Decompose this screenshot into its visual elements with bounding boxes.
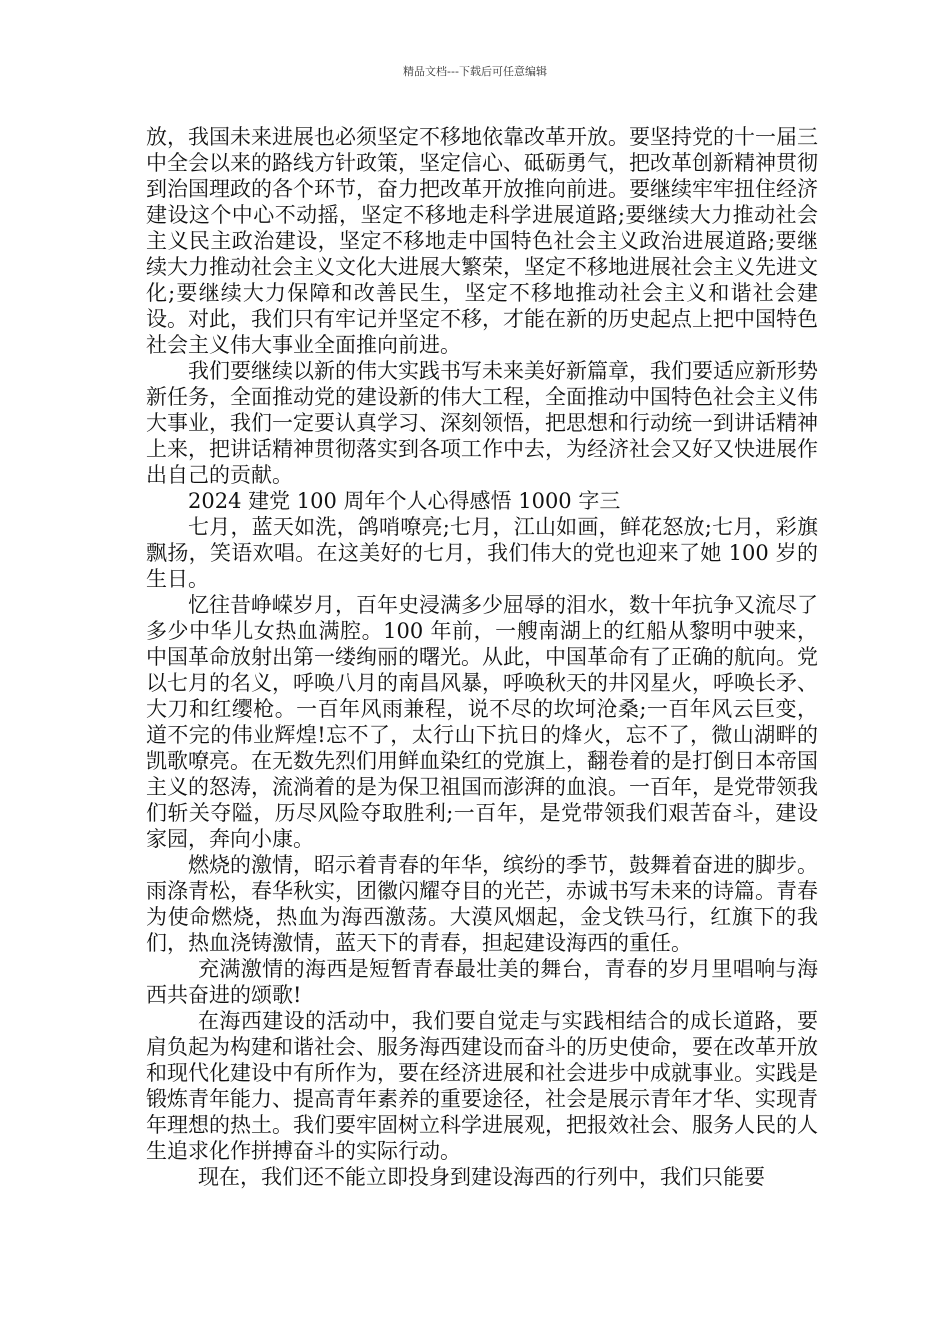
paragraph: 现在，我们还不能立即投身到建设海西的行列中，我们只能要 — [198, 1165, 765, 1189]
section-heading: 2024 建党 100 周年个人心得感悟 1000 字三 — [188, 489, 621, 513]
paragraph: 七月，蓝天如洗，鸽哨嘹亮;七月，江山如画，鲜花怒放;七月，彩旗飘扬，笑语欢唱。在这美好的七月，我们伟大的党也迎来了她 100 岁的生日。 — [146, 515, 818, 591]
paragraph: 在海西建设的活动中，我们要自觉走与实践相结合的成长道路，要肩负起为构建和谐社会、服务海西建设而奋斗的历史使命，要在改革开放和现代化建设中有所作为，要在经济进展和社会进步中成就事业。实践是锻炼青年能力、提高青年素养的重要途径，社会是展示青年才华、实现青年理想的热土。我们要牢固树立科学进展观，把报效社会、服务人民的人生追求化作拼搏奋斗的实际行动。 — [146, 1009, 818, 1163]
document-body — [146, 124, 818, 1190]
paragraph: 放，我国未来进展也必须坚定不移地依靠改革开放。要坚持党的十一届三中全会以来的路线方针政策，坚定信心、砥砺勇气，把改革创新精神贯彻到治国理政的各个环节，奋力把改革开放推向前进。要继续牢牢扭住经济建设这个中心不动摇，坚定不移地走科学进展道路;要继续大力推动社会主义民主政治建设，坚定不移地走中国特色社会主义政治进展道路;要继续大力推动社会主义文化大进展大繁荣，坚定不移地进展社会主义先进文化;要继续大力保障和改善民生，坚定不移地推动社会主义和谐社会建设。对此，我们只有牢记并坚定不移，才能在新的历史起点上把中国特色社会主义伟大事业全面推向前进。 — [146, 125, 818, 357]
paragraph: 充满激情的海西是短暂青春最壮美的舞台，青春的岁月里唱响与海西共奋进的颂歌! — [146, 957, 818, 1007]
paragraph: 忆往昔峥嵘岁月，百年史浸满多少屈辱的泪水，数十年抗争又流尽了多少中华儿女热血满腔。100 年前，一艘南湖上的红船从黎明中驶来，中国革命放射出第一缕绚丽的曙光。从此，中国革命有了正确的航向。党以七月的名义，呼唤八月的南昌风暴，呼唤秋天的井冈星火，呼唤长矛、大刀和红缨枪。一百年风雨兼程，说不尽的坎坷沧桑;一百年风云巨变，道不完的伟业辉煌!忘不了，太行山下抗日的烽火，忘不了，微山湖畔的凯歌嘹亮。在无数先烈们用鲜血染红的党旗上，翻卷着的是打倒日本帝国主义的怒涛，流淌着的是为保卫祖国而澎湃的血浪。一百年，是党带领我们斩关夺隘，历尽风险夺取胜利;一百年，是党带领我们艰苦奋斗，建设家园，奔向小康。 — [146, 593, 818, 851]
page-header: 精品文档---下载后可任意编辑 — [403, 65, 547, 78]
paragraph: 燃烧的激情，昭示着青春的年华，缤纷的季节，鼓舞着奋进的脚步。雨涤青松，春华秋实，团徽闪耀夺目的光芒，赤诚书写未来的诗篇。青春为使命燃烧，热血为海西激荡。大漠风烟起，金戈铁马行，红旗下的我们，热血浇铸激情，蓝天下的青春，担起建设海西的重任。 — [146, 853, 818, 955]
paragraph: 我们要继续以新的伟大实践书写未来美好新篇章，我们要适应新形势新任务，全面推动党的建设新的伟大工程，全面推动中国特色社会主义伟大事业，我们一定要认真学习、深刻领悟，把思想和行动统一到讲话精神上来，把讲话精神贯彻落实到各项工作中去，为经济社会又好又快进展作出自己的贡献。 — [146, 359, 818, 487]
